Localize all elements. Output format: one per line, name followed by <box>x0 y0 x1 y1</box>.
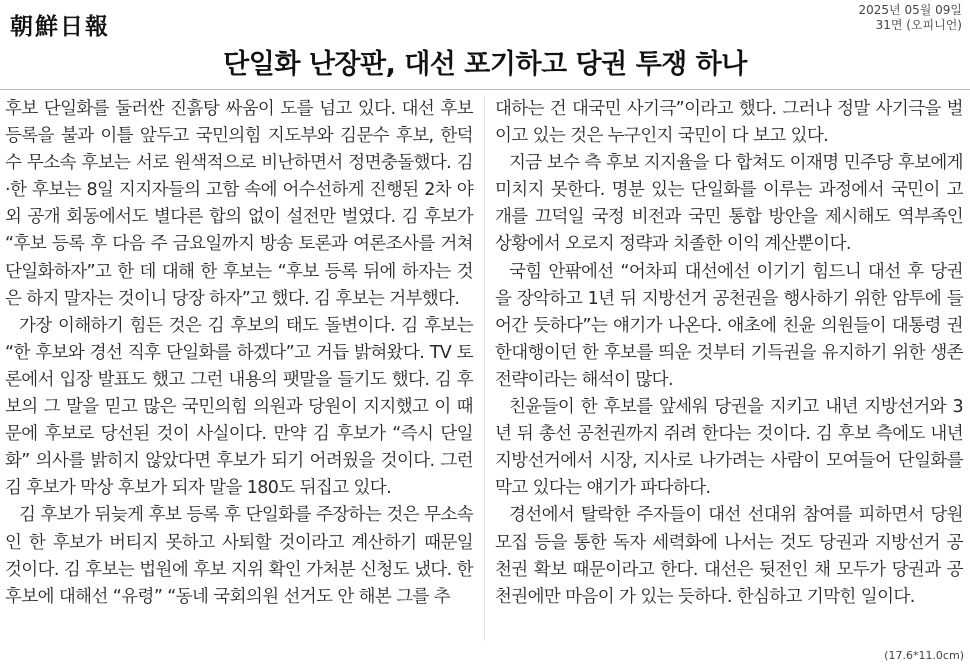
article-column-left <box>5 96 473 611</box>
paragraph: 국힘 안팎에선 “어차피 대선에선 이기기 힘드니 대선 후 당권을 장악하고 1년 뒤 지방선거 공천권을 행사하기 위한 암투에 들어간 듯하다”는 얘기가 나온다. 애초에 친윤 의원들이 대통령 권한대행이던 한 후보를 띄운 것부터 기득권을 유지하기 위한 생존 전략이라는 해석이 많다. <box>495 261 963 390</box>
article-meta <box>859 3 962 33</box>
paragraph: 대하는 건 대국민 사기극”이라고 했다. 그러나 정말 사기극을 벌이고 있는 것은 누구인지 국민이 다 보고 있다. <box>495 99 963 147</box>
paragraph: 지금 보수 측 후보 지지율을 다 합쳐도 이재명 민주당 후보에게 미치지 못한다. 명분 있는 단일화를 이루는 과정에서 국민이 고개를 끄덕일 국정 비전과 국민 통합 방안을 제시해도 역부족인 상황에서 오로지 정략과 치졸한 이익 계산뿐이다. <box>495 153 963 255</box>
page-section: 31면 (오피니언) <box>875 18 962 32</box>
article-headline: 단일화 난장판, 대선 포기하고 당권 투쟁 하나 <box>223 49 747 80</box>
publish-date: 2025년 05월 09일 <box>858 3 962 17</box>
newspaper-masthead: 朝鮮日報 <box>10 13 110 40</box>
headline-rule <box>0 89 970 90</box>
paragraph: 경선에서 탈락한 주자들이 대선 선대위 참여를 피하면서 당원 모집 등을 통한 독자 세력화에 나서는 것도 당권과 지방선거 공천권 확보 때문이라고 한다. 대선은 뒷전인 채 모두가 당권과 공천권에만 마음이 가 있는 듯하다. 한심하고 기막힌 일이다. <box>495 505 963 607</box>
clipping-size: (17.6*11.0cm) <box>884 649 964 662</box>
paragraph: 친윤들이 한 후보를 앞세워 당권을 지키고 내년 지방선거와 3년 뒤 총선 공천권까지 쥐려 한다는 것이다. 김 후보 측에도 내년 지방선거에서 시장, 지사로 나가려는 사람이 모여들어 단일화를 막고 있다는 얘기가 파다하다. <box>495 397 963 499</box>
article-column-right <box>495 96 963 611</box>
paragraph: 후보 단일화를 둘러싼 진흙탕 싸움이 도를 넘고 있다. 대선 후보 등록을 불과 이틀 앞두고 국민의힘 지도부와 김문수 후보, 한덕수 무소속 후보는 서로 원색적으로 비난하면서 정면충돌했다. 김·한 후보는 8일 지지자들의 고함 속에 어수선하게 진행된 2차 야외 공개 회동에서도 별다른 합의 없이 설전만 벌였다. 김 후보가 “후보 등록 후 다음 주 금요일까지 방송 토론과 여론조사를 거쳐 단일화하자”고 한 데 대해 한 후보는 “후보 등록 뒤에 하자는 것은 하지 말자는 것이니 당장 하자”고 했다. 김 후보는 거부했다. <box>5 99 473 309</box>
column-divider <box>484 96 485 641</box>
paragraph: 김 후보가 뒤늦게 후보 등록 후 단일화를 주장하는 것은 무소속인 한 후보가 버티지 못하고 사퇴할 것이라고 계산하기 때문일 것이다. 김 후보는 법원에 후보 지위 확인 가처분 신청도 냈다. 한 후보에 대해선 “유령” “동네 국회의원 선거도 안 해본 그를 추 <box>5 505 473 607</box>
paragraph: 가장 이해하기 힘든 것은 김 후보의 태도 돌변이다. 김 후보는 “한 후보와 경선 직후 단일화를 하겠다”고 거듭 밝혀왔다. TV 토론에서 입장 발표도 했고 그런 내용의 팻말을 들기도 했다. 김 후보의 그 말을 믿고 많은 국민의힘 의원과 당원이 지지했고 이 때문에 후보로 당선된 것이 사실이다. 만약 김 후보가 “즉시 단일화” 의사를 밝히지 않았다면 후보가 되기 어려웠을 것이다. 그런 김 후보가 막상 후보가 되자 말을 180도 뒤집고 있다. <box>5 315 473 499</box>
